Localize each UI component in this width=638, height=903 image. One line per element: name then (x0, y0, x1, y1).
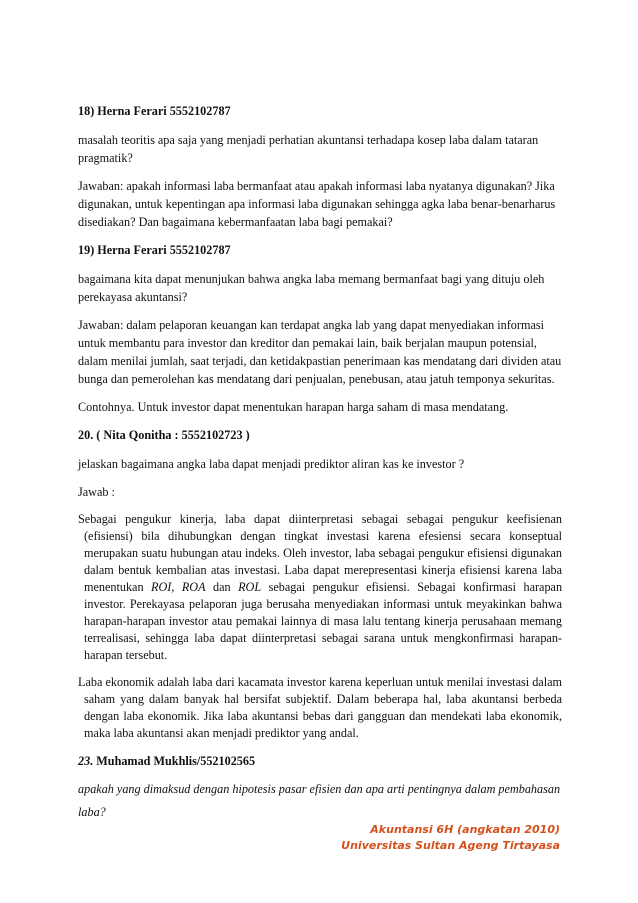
q20-question: jelaskan bagaimana angka laba dapat menjadi prediktor aliran kas ke investor ? (78, 457, 465, 471)
q23-heading (78, 752, 562, 770)
q20-paragraph-2: Laba ekonomik adalah laba dari kacamata investor karena keperluan untuk menilai investasi dalam saham yang dalam banyak hal bersifat subjektif. Dalam beberapa hal, laba akuntansi berbeda dengan laba ekonomik. Jika laba akuntansi bebas dari gangguan dan mendekati laba ekonomik, maka laba akuntansi akan menjadi prediktor yang andal. (78, 675, 562, 740)
q19-question: bagaimana kita dapat menunjukan bahwa angka laba memang bermanfaat bagi yang dituju oleh perekayasa akuntansi? (78, 272, 545, 304)
q20-dan: dan (213, 580, 231, 594)
q20-roi-roa: ROI, ROA (151, 580, 206, 594)
q20-paragraph-1-part-a: Sebagai pengukur kinerja, laba dapat diinterpretasi sebagai sebagai pengukur keefisienan (efisiensi) bila dihubungkan dengan tingkat investasi karena efesiensi secara konseptual merupakan suatu hubungan atau indeks. Oleh investor, laba sebagai pengukur efisiensi digunakan dalam bentuk kembalian atas investasi. Laba dapat merepresentasi kinerja efisiensi karena laba menentukan (78, 512, 562, 594)
q23-question: apakah yang dimaksud dengan hipotesis pasar efisien dan apa arti pentingnya dalam pembahasan laba? (78, 782, 561, 819)
q19-heading: 19) Herna Ferari 5552102787 (78, 243, 231, 257)
document-body (78, 102, 562, 834)
q20-rol: ROL (238, 580, 262, 594)
page-footer (341, 822, 560, 854)
q18-question: masalah teoritis apa saja yang menjadi perhatian akuntansi terhadapa kosep laba dalam tataran pragmatik? (78, 133, 539, 165)
q20-paragraph-1 (78, 511, 562, 664)
q18-heading: 18) Herna Ferari 5552102787 (78, 104, 231, 118)
q23-number: 23. (78, 754, 94, 768)
footer-line-2: Universitas Sultan Ageng Tirtayasa (341, 839, 560, 852)
q19-answer: Jawaban: dalam pelaporan keuangan kan terdapat angka lab yang dapat menyediakan informasi untuk membantu para investor dan kreditor dan pemakai lain, baik berjalan maupun potensial, dalam menilai jumlah, saat terjadi, dan ketidakpastian penerimaan kas mendatang dari dividen atau bunga dan pemerolehan kas mendatang dari penjualan, penebusan, atau jatuh temponya sekuritas. (78, 318, 562, 386)
q20-paragraph-1-part-b: sebagai pengukur efisiensi. Sebagai konfirmasi harapan investor. Perekayasa pelaporan juga berusaha menyediakan informasi untuk meyakinkan bahwa harapan-harapan investor atau pemakai lainnya di masa lalu tentang kinerja perusahaan memang terrealisasi, sehingga laba dapat diinterpretasi sebagai sarana untuk mengkonfirmasi harapan-harapan tersebut. (84, 580, 563, 662)
q19-example: Contohnya. Untuk investor dapat menentukan harapan harga saham di masa mendatang. (78, 400, 509, 414)
q18-answer: Jawaban: apakah informasi laba bermanfaat atau apakah informasi laba nyatanya digunakan? Jika digunakan, untuk kepentingan apa informasi laba digunakan sehingga agka laba benar-benarharus disediakan? Dan bagaimana kebermanfaatan laba bagi pemakai? (78, 179, 556, 229)
footer-line-1: Akuntansi 6H (angkatan 2010) (370, 823, 560, 836)
q23-author: Muhamad Mukhlis/552102565 (93, 754, 256, 768)
q20-answer-label: Jawab : (78, 485, 115, 499)
q20-heading: 20. ( Nita Qonitha : 5552102723 ) (78, 428, 250, 442)
